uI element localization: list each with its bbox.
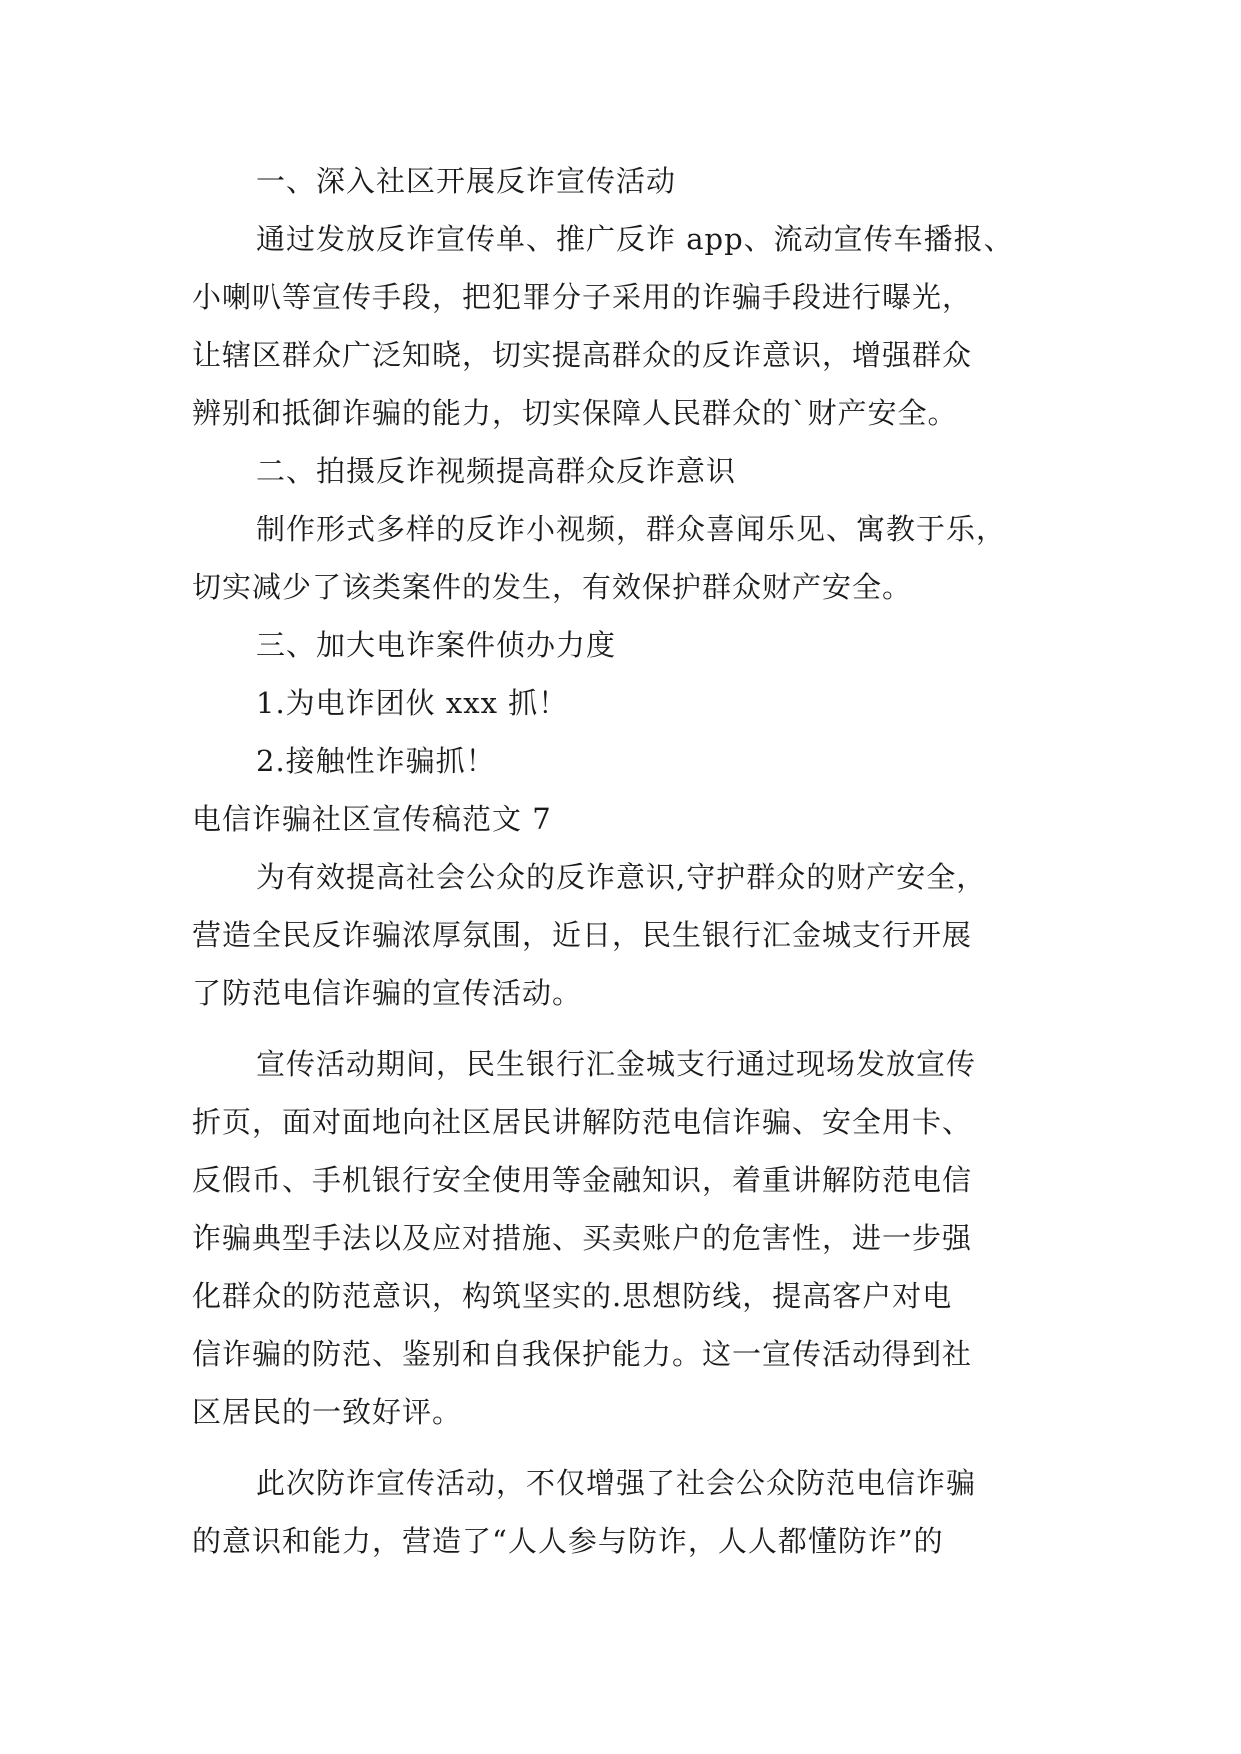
paragraph-line: 反假币、手机银行安全使用等金融知识，着重讲解防范电信: [192, 1163, 973, 1197]
paragraph-line: 了防范电信诈骗的宣传活动。: [192, 976, 583, 1010]
paragraph-gap: [192, 1022, 1072, 1035]
paragraph-line: 区居民的一致好评。: [192, 1395, 463, 1429]
paragraph-line: 小喇叭等宣传手段，把犯罪分子采用的诈骗手段进行曝光，: [192, 280, 973, 314]
paragraph-line: 化群众的防范意识，构筑坚实的.思想防线，提高客户对电: [192, 1279, 953, 1313]
paragraph-line: 诈骗典型手法以及应对措施、买卖账户的危害性，进一步强: [192, 1221, 973, 1255]
paragraph-gap: [192, 1441, 1072, 1454]
paragraph-line: 营造全民反诈骗浓厚氛围，近日，民生银行汇金城支行开展: [192, 918, 973, 952]
paragraph-line: 的意识和能力，营造了“人人参与防诈，人人都懂防诈”的: [192, 1524, 944, 1558]
paragraph-line: 信诈骗的防范、鉴别和自我保护能力。这一宣传活动得到社: [192, 1337, 973, 1371]
paragraph-line: 宣传活动期间，民生银行汇金城支行通过现场发放宣传: [256, 1047, 977, 1081]
section-heading: 一、深入社区开展反诈宣传活动: [256, 164, 677, 198]
list-item: 1.为电诈团伙 xxx 抓！: [256, 686, 569, 720]
paragraph-line: 制作形式多样的反诈小视频，群众喜闻乐见、寓教于乐，: [256, 512, 1007, 546]
paragraph-line: 辨别和抵御诈骗的能力，切实保障人民群众的`财产安全。: [192, 396, 958, 430]
article-title: 电信诈骗社区宣传稿范文 7: [192, 802, 552, 836]
paragraph-line: 为有效提高社会公众的反诈意识,守护群众的财产安全，: [256, 860, 987, 894]
paragraph-line: 折页，面对面地向社区居民讲解防范电信诈骗、安全用卡、: [192, 1105, 973, 1139]
paragraph-line: 切实减少了该类案件的发生，有效保护群众财产安全。: [192, 570, 913, 604]
section-heading: 二、拍摄反诈视频提高群众反诈意识: [256, 454, 737, 488]
list-item: 2.接触性诈骗抓！: [256, 744, 496, 778]
paragraph-line: 此次防诈宣传活动，不仅增强了社会公众防范电信诈骗: [256, 1466, 977, 1500]
document-body: [192, 152, 1072, 1570]
paragraph-line: 通过发放反诈宣传单、推广反诈 app、流动宣传车播报、: [256, 222, 1014, 256]
paragraph-line: 让辖区群众广泛知晓，切实提高群众的反诈意识，增强群众: [192, 338, 973, 372]
section-heading: 三、加大电诈案件侦办力度: [256, 628, 617, 662]
